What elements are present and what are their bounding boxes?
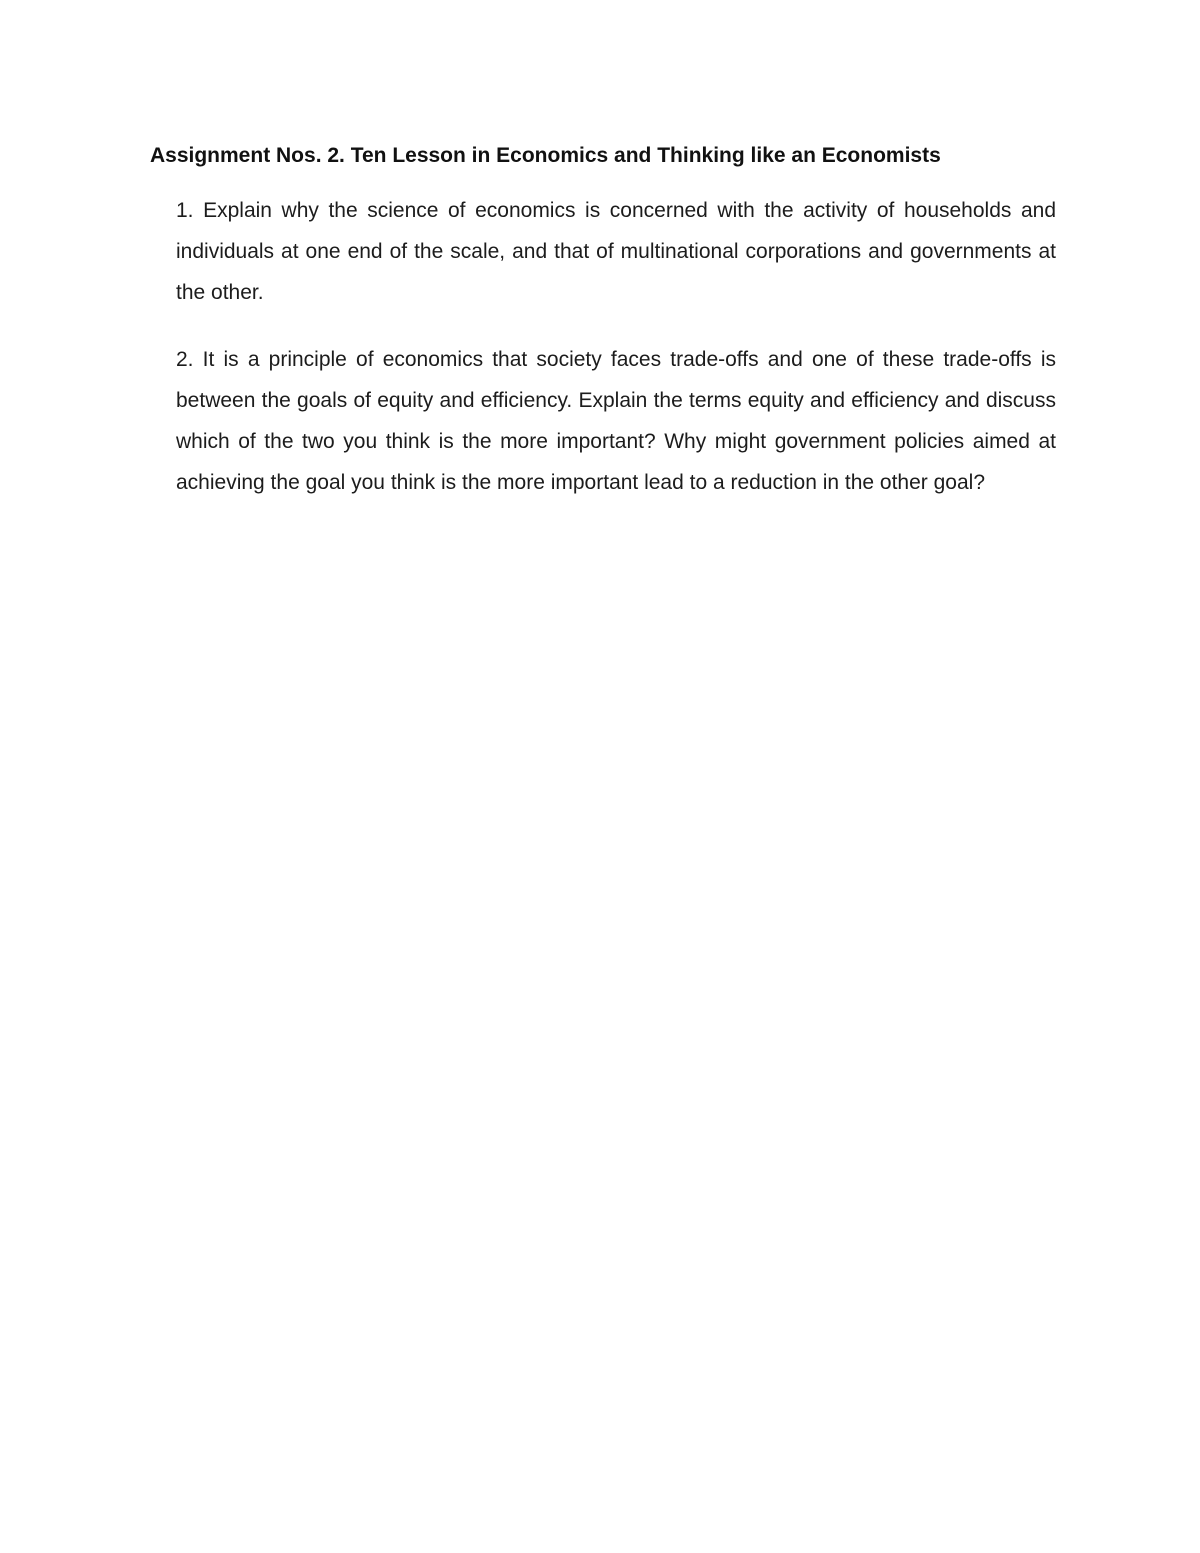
question-1: 1. Explain why the science of economics is concerned with the activity of households and individuals at one end of the scale, and that of multinational corporations and governments at the other. bbox=[176, 199, 1056, 304]
question-2: 2. It is a principle of economics that society faces trade-offs and one of these trade-offs is between the goals of equity and efficiency. Explain the terms equity and efficiency and discuss which of the two you think is the more important? Why might government policies aimed at achieving the goal you think is the more important lead to a reduction in the other goal? bbox=[176, 348, 1056, 494]
page-title: Assignment Nos. 2. Ten Lesson in Economics and Thinking like an Economists bbox=[150, 144, 941, 167]
